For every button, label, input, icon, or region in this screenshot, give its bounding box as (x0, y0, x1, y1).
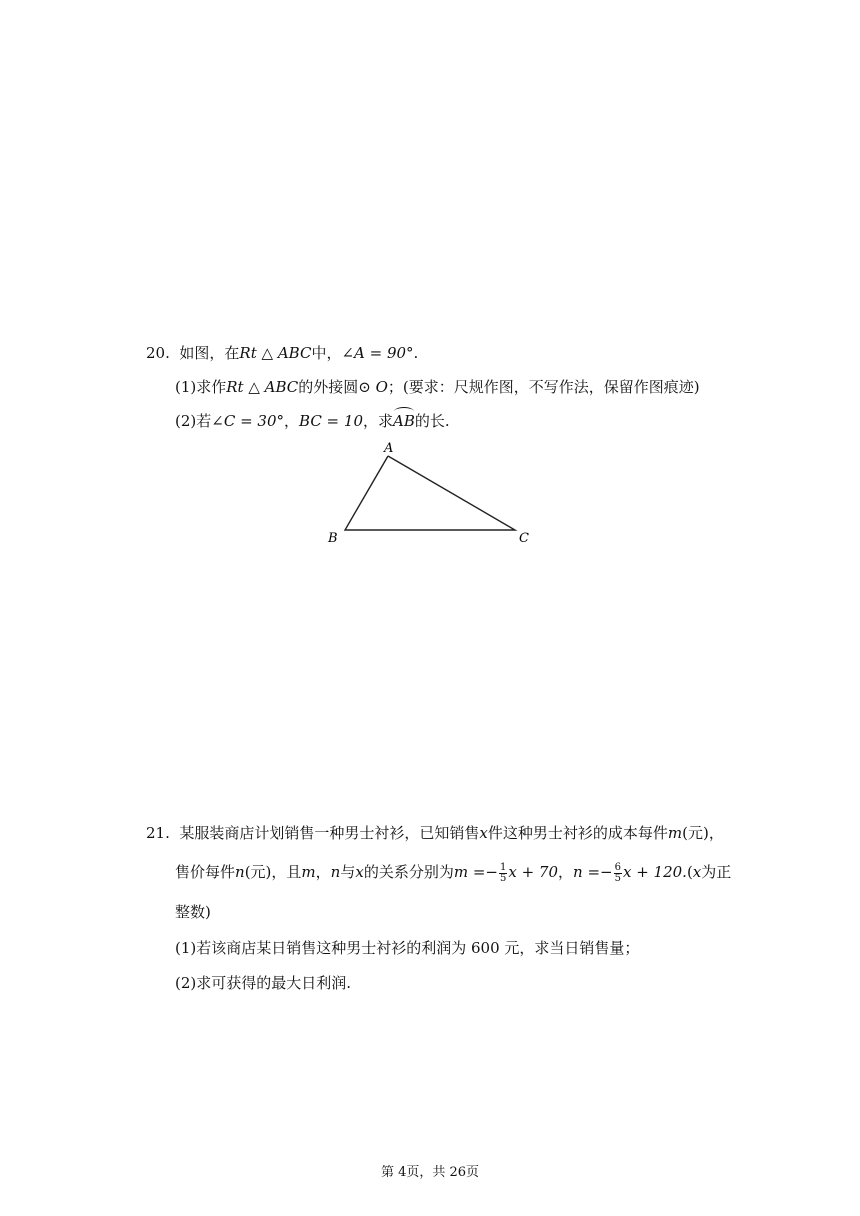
text: 中， (311, 344, 342, 362)
text: 整数) (175, 903, 211, 921)
text: 的外接圆⊙ (298, 378, 376, 396)
triangle-abc (345, 456, 515, 530)
math-var: x (355, 863, 364, 881)
text: ，求 (363, 412, 394, 430)
math-arc: AB (393, 412, 415, 430)
question-number: 21. (146, 824, 170, 842)
text: 与 (340, 863, 356, 881)
math-angle: ∠C = 30° (211, 412, 284, 430)
math-angle: ∠A = 90° (341, 344, 414, 362)
math-var: x (692, 863, 702, 881)
question-20-stem (146, 343, 418, 363)
text: ， (558, 863, 574, 881)
math-var: m (667, 824, 683, 842)
math-var: m (301, 863, 316, 881)
question-21-line-2 (175, 862, 731, 884)
text: (1)若该商店某日销售这种男士衬衫的利润为 600 元，求当日销售量； (175, 939, 640, 957)
math-length: BC = 10 (299, 412, 363, 430)
text: ；(要求：尺规作图，不写作法，保留作图痕迹) (387, 378, 700, 396)
question-number: 20. (146, 344, 170, 362)
text: . (413, 344, 419, 362)
text: 如图，在 (179, 344, 240, 362)
math-var: O (375, 378, 388, 396)
math-triangle: Rt △ ABC (239, 344, 312, 362)
text: (2)若 (175, 412, 212, 430)
text: 的关系分别为 (363, 863, 454, 881)
math-var: n (330, 863, 341, 881)
vertex-label-c: C (519, 531, 529, 546)
question-21-line-1 (146, 823, 724, 843)
fraction-six-fifths (614, 863, 622, 884)
text: 件这种男士衬衫的成本每件 (487, 824, 668, 842)
vertex-label-a: A (384, 441, 394, 456)
question-20-part-2 (175, 411, 450, 431)
text: (元)， (682, 824, 724, 842)
triangle-diagram (320, 436, 550, 551)
text: ， (284, 412, 300, 430)
text: 某服装商店计划销售一种男士衬衫，已知销售 (179, 824, 480, 842)
equation-m-rhs: x + 70 (508, 863, 558, 881)
math-var: x (479, 824, 488, 842)
math-var: n (235, 863, 245, 881)
equation-m-lhs: m =− (453, 863, 498, 881)
question-21-part-1 (175, 938, 639, 958)
fraction-one-fifth (499, 863, 507, 884)
text: (2)求可获得的最大日利润. (175, 974, 352, 992)
text: (1)求作 (175, 378, 227, 396)
text: (元)，且 (244, 863, 302, 881)
text: 为正 (701, 863, 732, 881)
question-20-part-1 (175, 377, 700, 397)
denominator: 5 (499, 872, 507, 884)
math-triangle: Rt △ ABC (226, 378, 299, 396)
text: 售价每件 (175, 863, 236, 881)
text: 的长. (414, 412, 450, 430)
equation-n-lhs: n =− (573, 863, 613, 881)
question-21-part-2 (175, 973, 351, 993)
text: ， (315, 863, 331, 881)
equation-n-rhs: x + 120. (622, 863, 687, 881)
denominator: 5 (614, 872, 621, 884)
vertex-label-b: B (328, 531, 338, 546)
text: ( (686, 863, 693, 881)
numerator: 6 (614, 861, 621, 873)
page-footer: 第 4页，共 26页 (380, 1165, 480, 1180)
question-21-line-3 (175, 902, 211, 922)
numerator: 1 (499, 861, 507, 873)
